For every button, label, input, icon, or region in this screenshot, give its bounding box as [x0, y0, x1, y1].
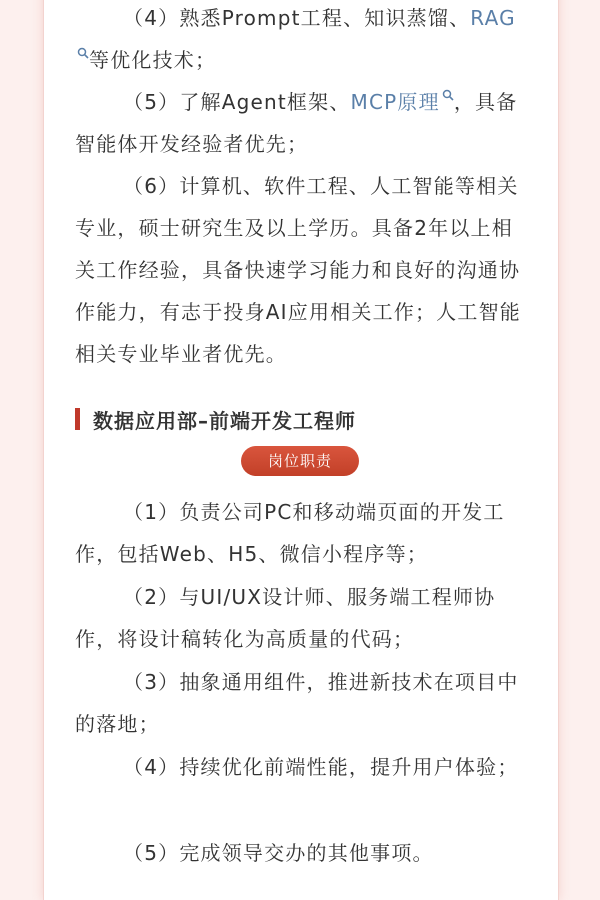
title-accent-bar: [75, 408, 80, 430]
duties-badge: 岗位职责: [241, 446, 359, 476]
job-title: 数据应用部–前端开发工程师: [93, 408, 356, 433]
job-title-heading: [75, 404, 356, 434]
duty-item-5: （5）完成领导交办的其他事项。: [123, 841, 434, 865]
requirement-text: （5）了解Agent框架、: [123, 90, 351, 114]
duty-item-2: （2）与UI/UX设计师、服务端工程师协作，将设计稿转化为高质量的代码；: [75, 585, 496, 651]
duty-item-3: （3）抽象通用组件，推进新技术在项目中的落地；: [75, 670, 519, 736]
requirement-item-6: （6）计算机、软件工程、人工智能等相关专业，硕士研究生及以上学历。具备2年以上相关工作经验，具备快速学习能力和良好的沟通协作能力，有志于投身AI应用相关工作；人工智能相关专业毕业者优先。: [75, 174, 521, 366]
duty-item-1: （1）负责公司PC和移动端页面的开发工作，包括Web、H5、微信小程序等；: [75, 500, 505, 566]
search-icon: [77, 47, 89, 59]
requirement-item-4: [75, 0, 527, 81]
search-icon: [442, 89, 454, 101]
requirement-text: 等优化技术；: [89, 48, 217, 72]
mcp-link[interactable]: MCP原理: [351, 90, 454, 114]
requirement-item-5: [75, 81, 527, 165]
requirement-text: （4）熟悉Prompt工程、知识蒸馏、: [123, 6, 471, 30]
rag-link[interactable]: RAG: [75, 6, 516, 72]
requirement-text: ，具备智能体开发经验者优先；: [75, 90, 518, 156]
duty-item-4: （4）持续优化前端性能，提升用户体验；: [123, 755, 519, 779]
